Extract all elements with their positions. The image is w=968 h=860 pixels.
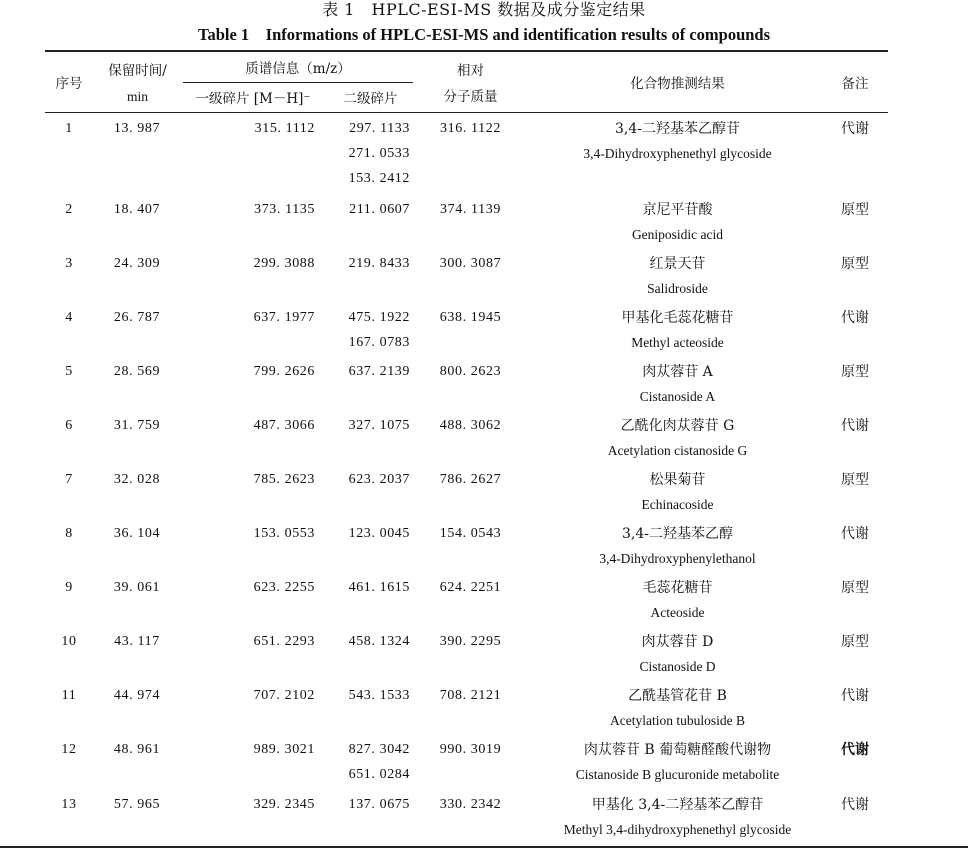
ms1-fragment: 329. 2345 (253, 797, 315, 812)
ms1-fragment: 373. 1135 (254, 202, 315, 217)
retention-time: 32. 028 (113, 472, 161, 487)
row-number: 5 (65, 364, 73, 379)
row-number: 10 (61, 634, 77, 649)
ms2-fragment: 651. 0284 (348, 767, 410, 782)
row-number: 3 (65, 256, 73, 271)
compound-name-cn: 肉苁蓉苷 D (641, 634, 714, 650)
ms2-fragment: 543. 1533 (348, 688, 410, 703)
compound-name-cn: 肉苁蓉苷 A (642, 364, 713, 380)
header-ms-group: 质谱信息（m/z） (245, 61, 351, 77)
ms1-fragment: 153. 0553 (253, 526, 315, 541)
molecular-weight: 300. 3087 (439, 256, 502, 271)
molecular-weight: 800. 2623 (439, 364, 502, 379)
header-compound: 化合物推测结果 (630, 76, 725, 92)
compound-name-en: Cistanoside A (639, 389, 716, 404)
ms1-fragment: 651. 2293 (253, 634, 315, 649)
compound-name-cn: 毛蕊花糖苷 (642, 580, 713, 596)
retention-time: 39. 061 (113, 580, 161, 595)
header-note: 备注 (841, 76, 869, 92)
note: 原型 (841, 202, 869, 218)
row-number: 13 (61, 797, 77, 812)
compound-name-cn: 京尼平苷酸 (642, 202, 713, 218)
molecular-weight: 708. 2121 (439, 688, 502, 703)
header-molecular-weight-line2: 分子质量 (443, 89, 498, 105)
retention-time: 57. 965 (113, 797, 161, 812)
ms2-fragment: 123. 0045 (348, 526, 410, 541)
ms2-fragment: 219. 8433 (348, 256, 410, 271)
ms2-fragment: 153. 2412 (348, 171, 410, 186)
molecular-weight: 154. 0543 (439, 526, 502, 541)
molecular-weight: 488. 3062 (439, 418, 502, 433)
ms2-fragment: 458. 1324 (348, 634, 410, 649)
molecular-weight: 316. 1122 (440, 121, 501, 136)
row-number: 4 (65, 310, 73, 325)
ms2-fragment: 211. 0607 (349, 202, 410, 217)
molecular-weight: 638. 1945 (439, 310, 502, 325)
molecular-weight: 330. 2342 (439, 797, 502, 812)
compound-name-en: Geniposidic acid (631, 227, 724, 242)
note: 原型 (841, 634, 869, 650)
ms2-fragment: 637. 2139 (348, 364, 410, 379)
row-number: 8 (65, 526, 73, 541)
compound-name-cn: 乙酰基管花苷 B (628, 688, 727, 704)
note: 代谢 (841, 121, 869, 137)
ms1-fragment: 799. 2626 (253, 364, 315, 379)
compound-name-cn: 3,4-二羟基苯乙醇 (622, 526, 733, 542)
molecular-weight: 990. 3019 (439, 742, 502, 757)
header-no: 序号 (55, 76, 83, 92)
compound-name-en: 3,4-Dihydroxyphenylethanol (599, 551, 756, 566)
row-number: 12 (61, 742, 77, 757)
header-retention-time-unit: min (126, 89, 148, 104)
ms1-fragment: 299. 3088 (253, 256, 315, 271)
row-number: 7 (65, 472, 73, 487)
compound-name-cn: 肉苁蓉苷 B 葡萄糖醛酸代谢物 (583, 742, 772, 758)
compound-name-en: Cistanoside D (639, 659, 716, 674)
row-number: 6 (65, 418, 73, 433)
header-ms1: 一级碎片 [M－H]⁻ (195, 91, 311, 107)
compound-name-cn: 3,4-二羟基苯乙醇苷 (615, 121, 740, 137)
compound-name-en: Acetylation cistanoside G (607, 443, 748, 458)
molecular-weight: 390. 2295 (439, 634, 502, 649)
ms2-fragment: 461. 1615 (348, 580, 410, 595)
ms1-fragment: 637. 1977 (253, 310, 315, 325)
header-ms2: 二级碎片 (343, 91, 398, 107)
bottom-rule (0, 846, 968, 848)
note: 代谢 (841, 526, 869, 542)
ms2-fragment: 297. 1133 (349, 121, 410, 136)
retention-time: 28. 569 (113, 364, 161, 379)
compound-name-en: Acteoside (650, 605, 705, 620)
ms2-fragment: 327. 1075 (348, 418, 410, 433)
molecular-weight: 786. 2627 (439, 472, 502, 487)
ms2-fragment: 137. 0675 (348, 797, 410, 812)
retention-time: 36. 104 (113, 526, 161, 541)
row-number: 2 (65, 202, 73, 217)
note: 原型 (841, 256, 869, 272)
ms1-fragment: 785. 2623 (253, 472, 315, 487)
retention-time: 18. 407 (113, 202, 161, 217)
molecular-weight: 624. 2251 (439, 580, 502, 595)
ms2-fragment: 271. 0533 (348, 146, 410, 161)
ms1-fragment: 989. 3021 (253, 742, 315, 757)
header-bottom-rule (45, 112, 888, 113)
ms1-fragment: 315. 1112 (254, 121, 315, 136)
top-rule (45, 50, 888, 52)
header-retention-time: 保留时间/ (108, 63, 167, 79)
compound-name-cn: 乙酰化肉苁蓉苷 G (620, 418, 735, 434)
compound-name-en: Methyl 3,4-dihydroxyphenethyl glycoside (563, 822, 792, 837)
ms2-fragment: 475. 1922 (348, 310, 410, 325)
note: 原型 (841, 580, 869, 596)
table-title-en: Table 1 Informations of HPLC-ESI-MS and identification results of compounds (197, 25, 771, 44)
note: 原型 (841, 364, 869, 380)
note: 代谢 (841, 310, 869, 326)
row-number: 9 (65, 580, 73, 595)
header-molecular-weight-line1: 相对 (457, 63, 484, 79)
note: 代谢 (841, 742, 869, 758)
ms1-fragment: 623. 2255 (253, 580, 315, 595)
compound-name-en: 3,4-Dihydroxyphenethyl glycoside (583, 146, 772, 161)
ms1-fragment: 487. 3066 (253, 418, 315, 433)
note: 代谢 (841, 688, 869, 704)
note: 代谢 (841, 797, 869, 813)
table-title-cn: 表 1 HPLC-ESI-MS 数据及成分鉴定结果 (322, 0, 646, 19)
compound-name-cn: 红景天苷 (649, 256, 706, 272)
row-number: 1 (65, 121, 73, 136)
compound-name-en: Acetylation tubuloside B (610, 713, 745, 728)
retention-time: 26. 787 (113, 310, 161, 325)
compound-name-en: Echinacoside (641, 497, 714, 512)
note: 代谢 (841, 418, 869, 434)
ms-group-rule (183, 82, 413, 83)
row-number: 11 (61, 688, 77, 703)
ms2-fragment: 167. 0783 (348, 335, 410, 350)
retention-time: 44. 974 (113, 688, 161, 703)
ms1-fragment: 707. 2102 (253, 688, 315, 703)
retention-time: 43. 117 (114, 634, 160, 649)
molecular-weight: 374. 1139 (440, 202, 501, 217)
compound-name-cn: 甲基化 3,4-二羟基苯乙醇苷 (591, 797, 764, 813)
retention-time: 31. 759 (113, 418, 161, 433)
ms2-fragment: 623. 2037 (348, 472, 410, 487)
compound-name-en: Cistanoside B glucuronide metabolite (575, 767, 780, 782)
retention-time: 13. 987 (113, 121, 161, 136)
note: 原型 (841, 472, 869, 488)
compound-name-cn: 甲基化毛蕊花糖苷 (621, 310, 734, 326)
retention-time: 24. 309 (113, 256, 161, 271)
ms2-fragment: 827. 3042 (348, 742, 410, 757)
compound-name-en: Salidroside (647, 281, 708, 296)
retention-time: 48. 961 (113, 742, 161, 757)
compound-name-cn: 松果菊苷 (649, 472, 706, 488)
compound-name-en: Methyl acteoside (631, 335, 724, 350)
